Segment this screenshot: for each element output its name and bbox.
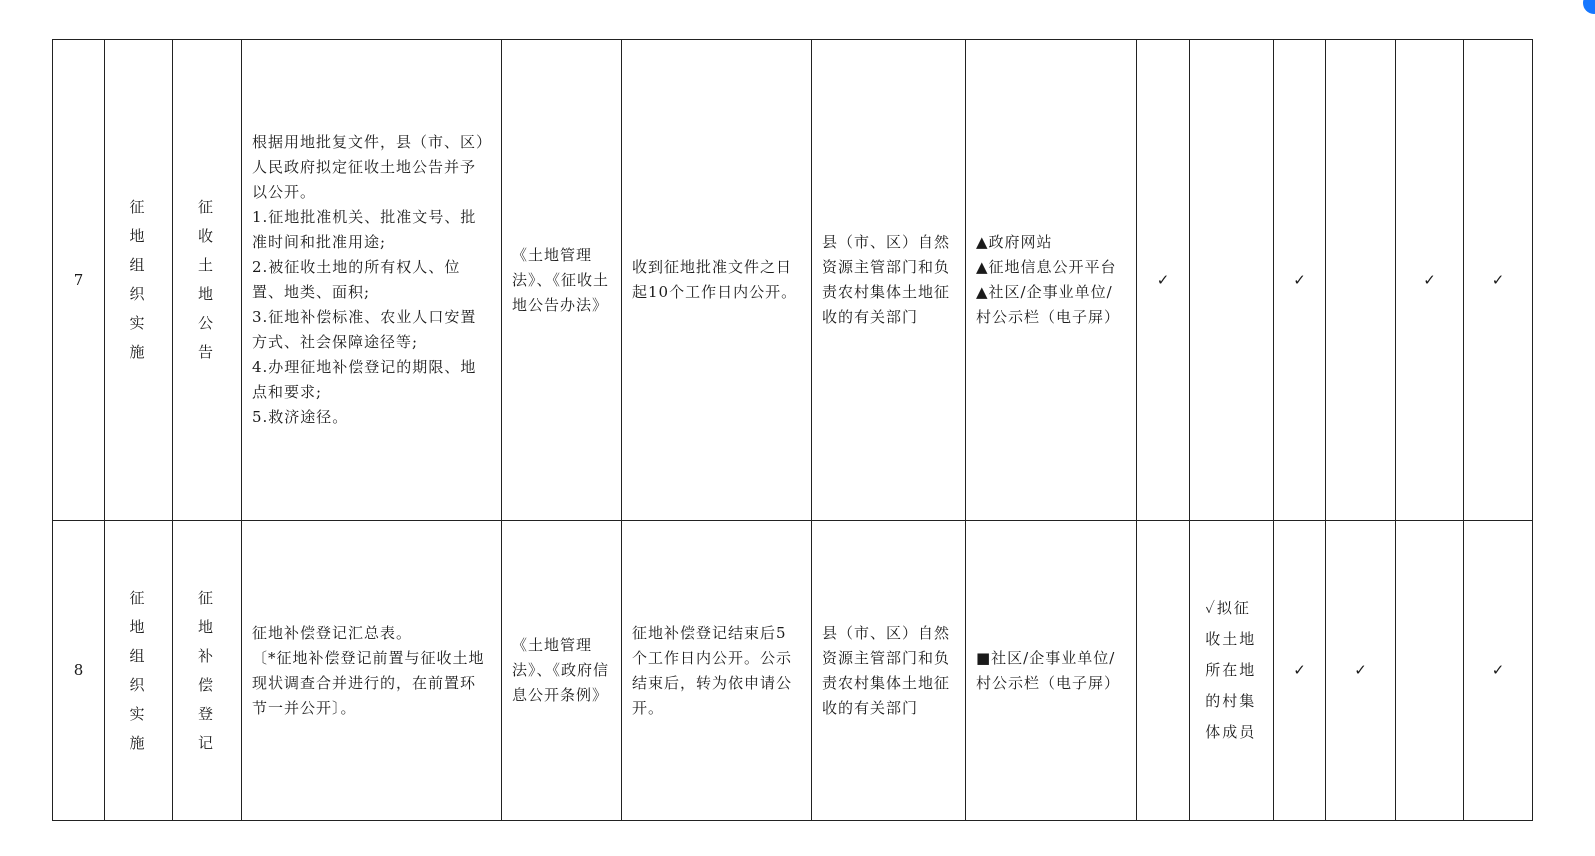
content-line: 根据用地批复文件，县（市、区）人民政府拟定征收土地公告并予以公开。 (252, 133, 485, 201)
table-row (53, 521, 1533, 821)
basis-cell: 《土地管理法》、《政府信息公开条例》 (502, 521, 622, 821)
corner-badge (1583, 0, 1595, 14)
scope-cell (1190, 40, 1274, 521)
row-number: 7 (53, 40, 105, 521)
channel-item: ■社区/企事业单位/村公示栏（电子屏） (976, 648, 1121, 692)
channels-cell (966, 40, 1137, 521)
check-cell (1396, 521, 1464, 821)
basis-cell: 《土地管理法》、《征收土地公告办法》 (502, 40, 622, 521)
time-limit-cell: 征地补偿登记结束后5个工作日内公开。公示结束后，转为依申请公开。 (622, 521, 812, 821)
check-cell (1137, 521, 1190, 821)
scope-text: ✓拟征收土地所在地的村集体成员 (1205, 599, 1257, 741)
phase-text: 征地组织实施 (129, 588, 148, 752)
row-number: 8 (53, 521, 105, 821)
content-line: 1.征地批准机关、批准文号、批准时间和批准用途; (252, 208, 477, 251)
scope-cell (1190, 521, 1274, 821)
check-cell: ✓ (1396, 40, 1464, 521)
content-cell (242, 521, 502, 821)
channel-item: ▲征地信息公开平台 (976, 258, 1117, 276)
subject-cell: 县（市、区）自然资源主管部门和负责农村集体土地征收的有关部门 (812, 521, 966, 821)
disclosure-table (52, 39, 1533, 821)
content-line: 2.被征收土地的所有权人、位置、地类、面积; (252, 258, 461, 301)
channel-item: ▲社区/企事业单位/村公示栏（电子屏） (976, 283, 1121, 326)
phase-cell (105, 40, 173, 521)
item-cell (173, 521, 242, 821)
check-cell (1326, 40, 1396, 521)
phase-text: 征地组织实施 (129, 198, 148, 361)
check-cell: ✓ (1464, 521, 1533, 821)
content-line: 3.征地补偿标准、农业人口安置方式、社会保障途径等; (252, 308, 477, 351)
content-cell (242, 40, 502, 521)
subject-cell: 县（市、区）自然资源主管部门和负责农村集体土地征收的有关部门 (812, 40, 966, 521)
check-cell: ✓ (1464, 40, 1533, 521)
check-cell: ✓ (1137, 40, 1190, 521)
item-text: 征收土地公告 (197, 198, 216, 361)
item-cell (173, 40, 242, 521)
time-limit-cell: 收到征地批准文件之日起10个工作日内公开。 (622, 40, 812, 521)
content-line: 〔*征地补偿登记前置与征收土地现状调查合并进行的，在前置环节一并公开〕。 (252, 648, 485, 717)
channel-item: ▲政府网站 (976, 233, 1053, 251)
content-line: 征地补偿登记汇总表。 (252, 623, 413, 642)
phase-cell (105, 521, 173, 821)
table-row (53, 40, 1533, 521)
item-text: 征地补偿登记 (197, 588, 216, 752)
check-cell: ✓ (1274, 40, 1326, 521)
channels-cell (966, 521, 1137, 821)
check-cell: ✓ (1326, 521, 1396, 821)
check-cell: ✓ (1274, 521, 1326, 821)
content-line: 5.救济途径。 (252, 408, 349, 426)
content-line: 4.办理征地补偿登记的期限、地点和要求; (252, 358, 477, 401)
